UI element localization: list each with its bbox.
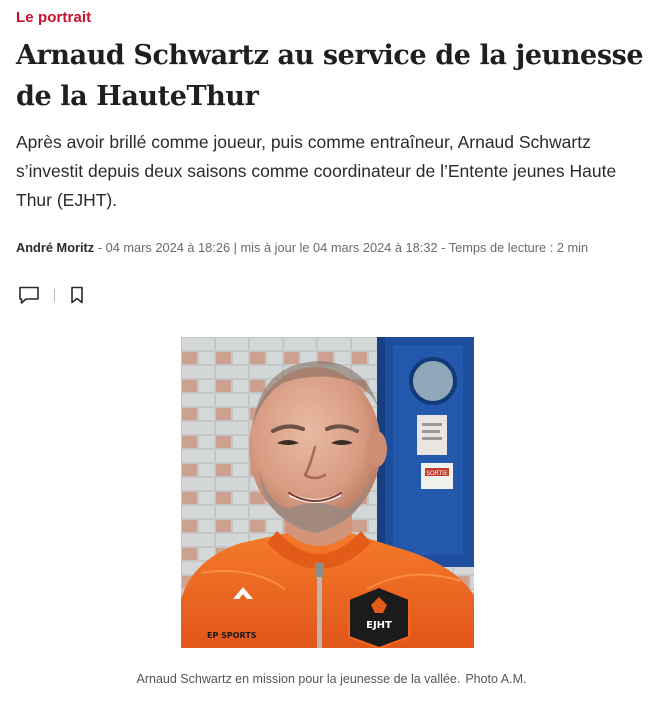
article-title: Arnaud Schwartz au service de la jeunesse de la HauteThur bbox=[16, 40, 644, 112]
byline bbox=[16, 240, 656, 255]
section-kicker[interactable]: Le portrait bbox=[16, 9, 92, 26]
bookmark-icon bbox=[69, 286, 85, 304]
actions-divider bbox=[54, 289, 55, 302]
photo-credit: Photo A.M. bbox=[465, 672, 527, 686]
portrait-photo bbox=[181, 337, 474, 648]
comment-icon bbox=[18, 285, 40, 305]
byline-separator: | bbox=[230, 240, 241, 255]
badge-text: EJHT bbox=[366, 620, 392, 631]
author-link[interactable]: André Moritz bbox=[16, 240, 95, 255]
published-date: - 04 mars 2024 à 18:26 bbox=[94, 240, 231, 255]
article-actions bbox=[16, 284, 90, 306]
jersey-sponsor-text: EP SPORTS bbox=[207, 631, 257, 640]
article-standfirst: Après avoir brillé comme joueur, puis comme entraîneur, Arnaud Schwartz s’investit depuis deux saisons comme coordinateur de l’Entente jeunes Haute Thur (EJHT). bbox=[16, 132, 617, 210]
bookmark-button[interactable] bbox=[64, 284, 90, 306]
photo-caption bbox=[0, 672, 663, 686]
caption-text: Arnaud Schwartz en mission pour la jeunesse de la vallée. bbox=[136, 672, 461, 686]
exit-sign-text: SORTIE bbox=[426, 470, 448, 477]
reading-time: - Temps de lecture : 2 min bbox=[437, 240, 589, 255]
article-photo bbox=[181, 337, 474, 648]
comment-button[interactable] bbox=[16, 284, 42, 306]
updated-date: mis à jour le 04 mars 2024 à 18:32 bbox=[240, 240, 438, 255]
